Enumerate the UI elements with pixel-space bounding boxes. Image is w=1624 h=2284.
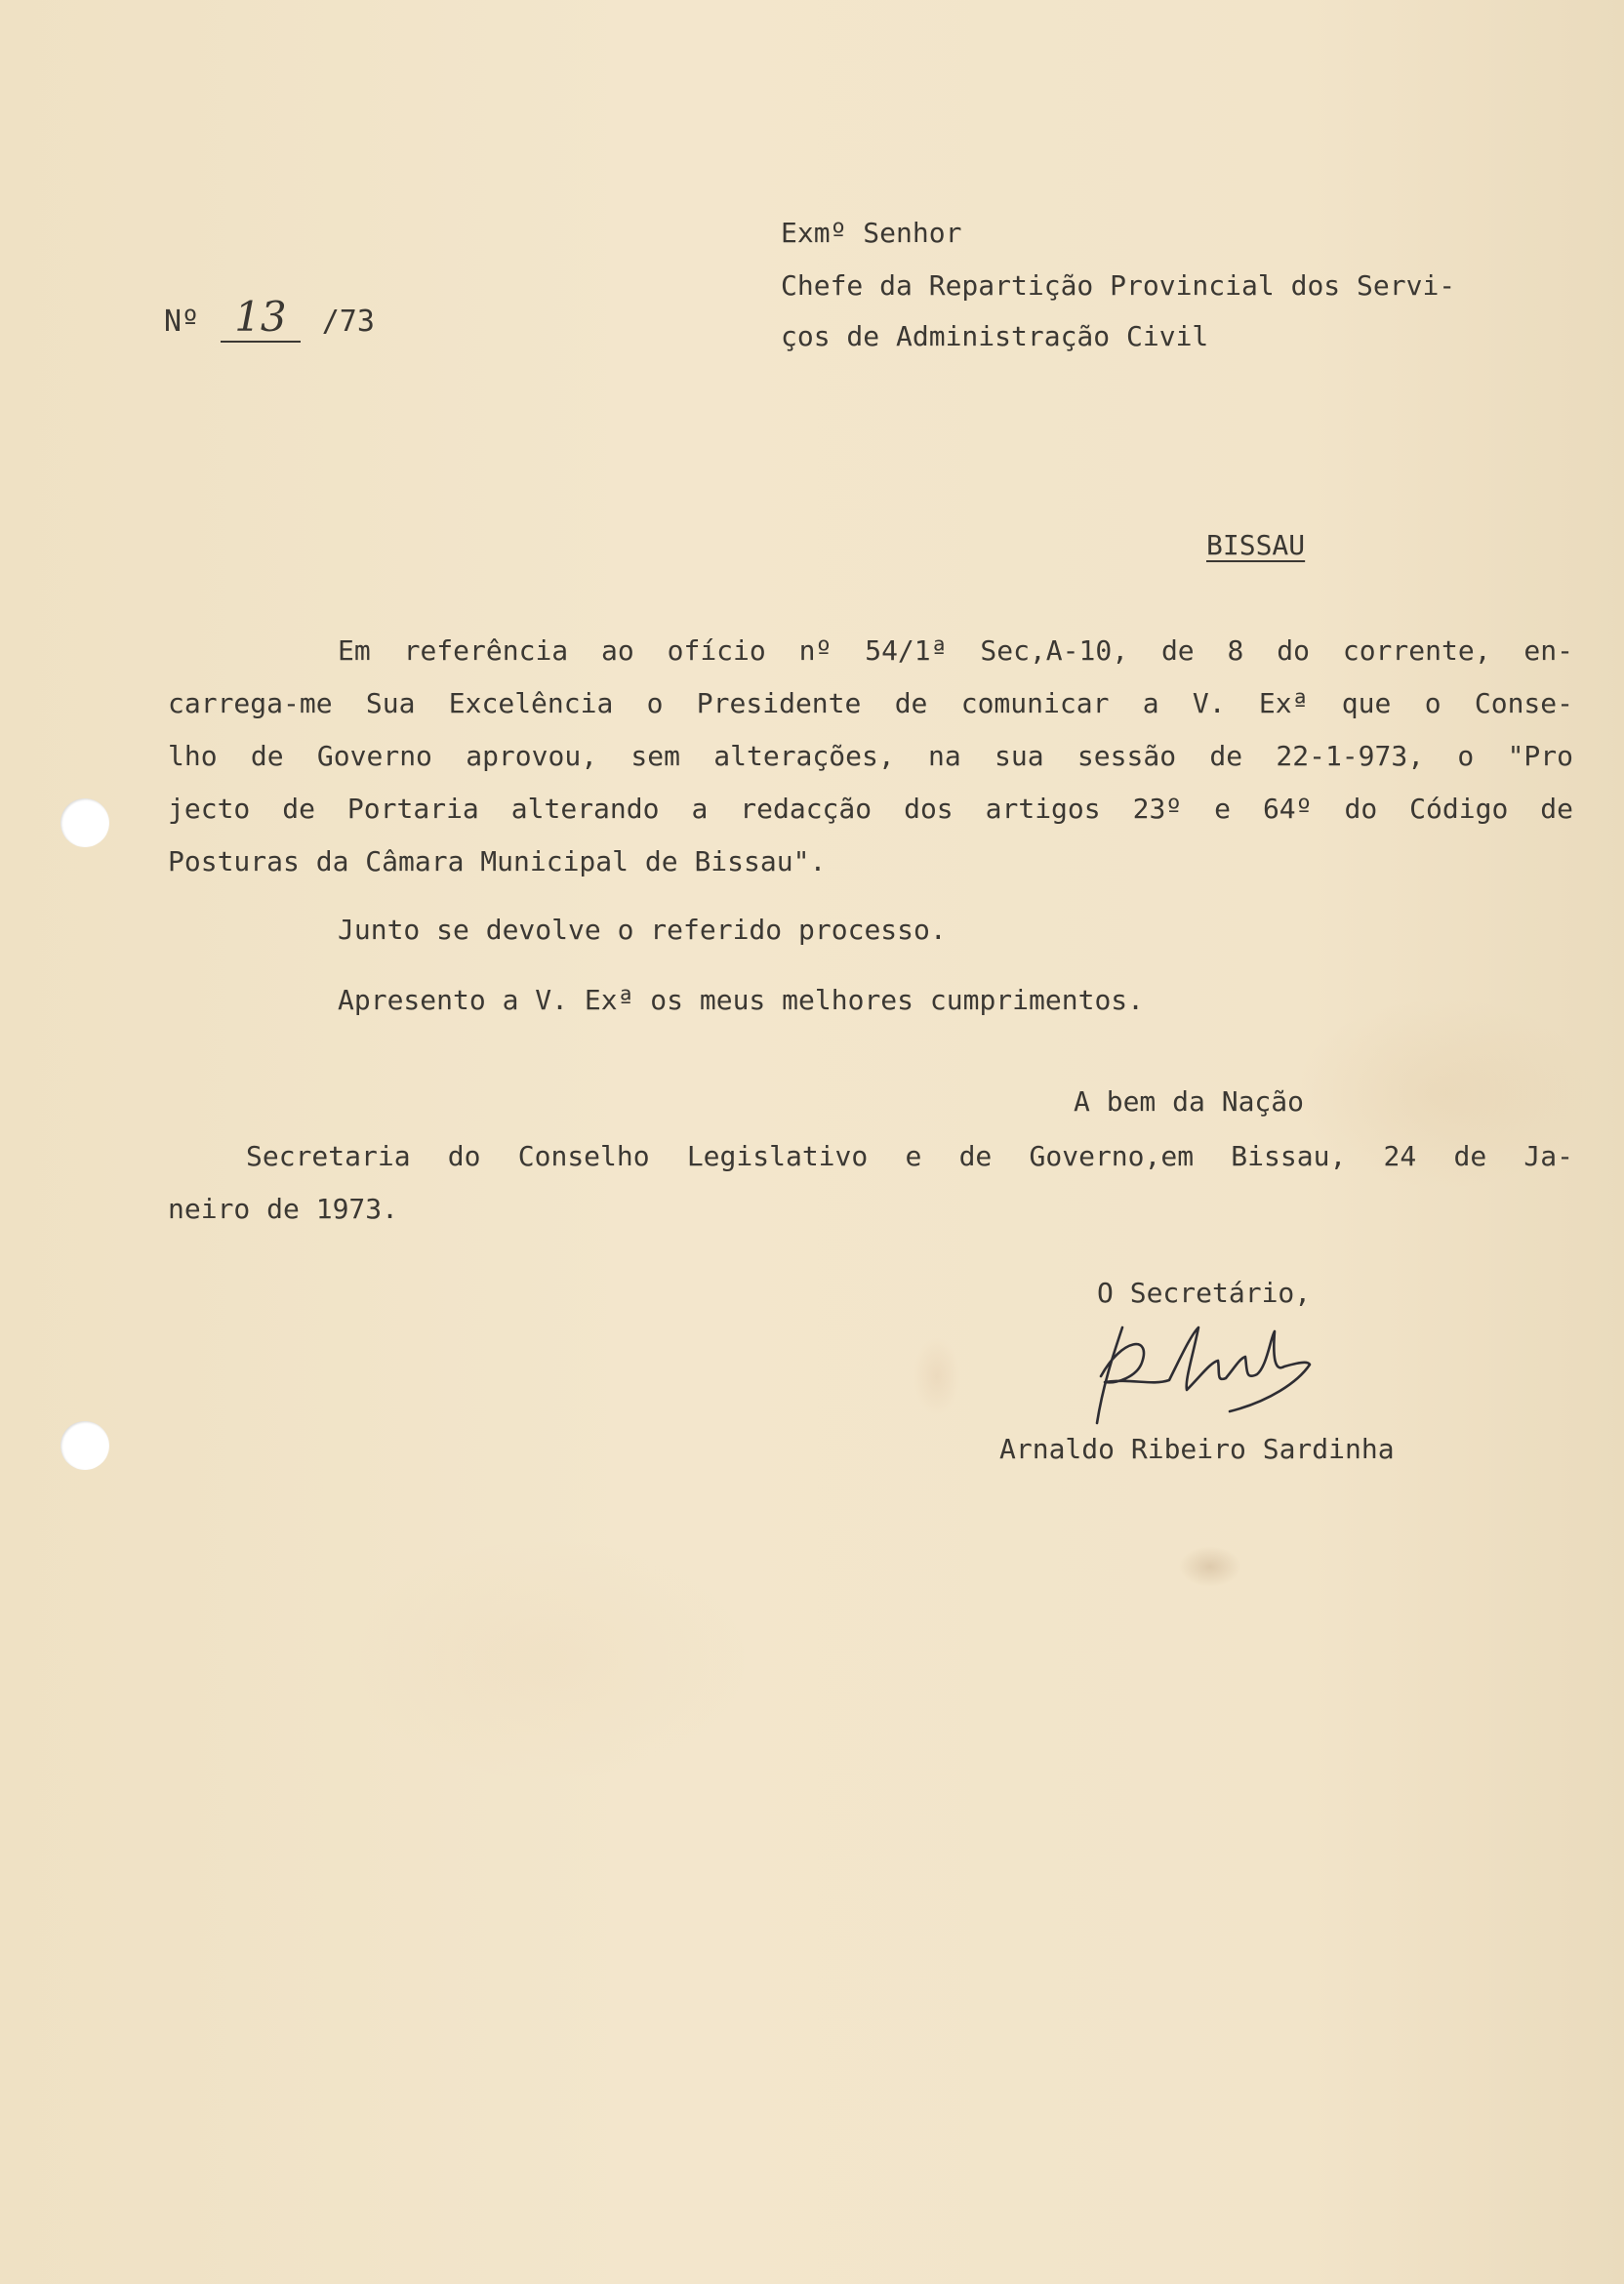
addressee-city: BISSAU: [1206, 529, 1306, 561]
reference-prefix: Nº: [164, 305, 200, 339]
addressee-title-line-2: ços de Administração Civil: [781, 320, 1209, 352]
body-paragraph-1-line-2: carrega-me Sua Excelência o Presidente de comunicar a V. Exª que o Conse-: [168, 687, 1573, 719]
closing-place-date-line-2: neiro de 1973.: [168, 1193, 399, 1225]
punch-hole-lower: [61, 1421, 109, 1470]
handwritten-signature: [1083, 1318, 1318, 1435]
signatory-role: O Secretário,: [1097, 1277, 1312, 1309]
reference-year: /73: [321, 305, 375, 339]
body-paragraph-1-line-3: lho de Governo aprovou, sem alterações, na sua sessão de 22-1-973, o "Pro: [168, 740, 1573, 772]
closing-motto: A bem da Nação: [1074, 1085, 1305, 1118]
body-paragraph-1-line-4: jecto de Portaria alterando a redacção dos artigos 23º e 64º do Código de: [168, 793, 1573, 825]
body-paragraph-3: Apresento a V. Exª os meus melhores cumprimentos.: [338, 984, 1145, 1016]
addressee-title-line-1: Chefe da Repartição Provincial dos Servi-: [781, 269, 1456, 302]
punch-hole-upper: [61, 798, 109, 847]
reference-handwritten-number: 13: [221, 293, 300, 343]
addressee-salutation: Exmº Senhor: [781, 217, 962, 249]
reference-number: [164, 293, 375, 343]
body-paragraph-1-line-5: Posturas da Câmara Municipal de Bissau".: [168, 845, 827, 877]
body-paragraph-1-line-1: Em referência ao ofício nº 54/1ª Sec,A-10, de 8 do corrente, en-: [338, 634, 1573, 667]
closing-place-date-line-1: Secretaria do Conselho Legislativo e de Governo,em Bissau, 24 de Ja-: [246, 1140, 1573, 1172]
body-paragraph-2: Junto se devolve o referido processo.: [338, 914, 947, 946]
signatory-name: Arnaldo Ribeiro Sardinha: [999, 1433, 1395, 1465]
